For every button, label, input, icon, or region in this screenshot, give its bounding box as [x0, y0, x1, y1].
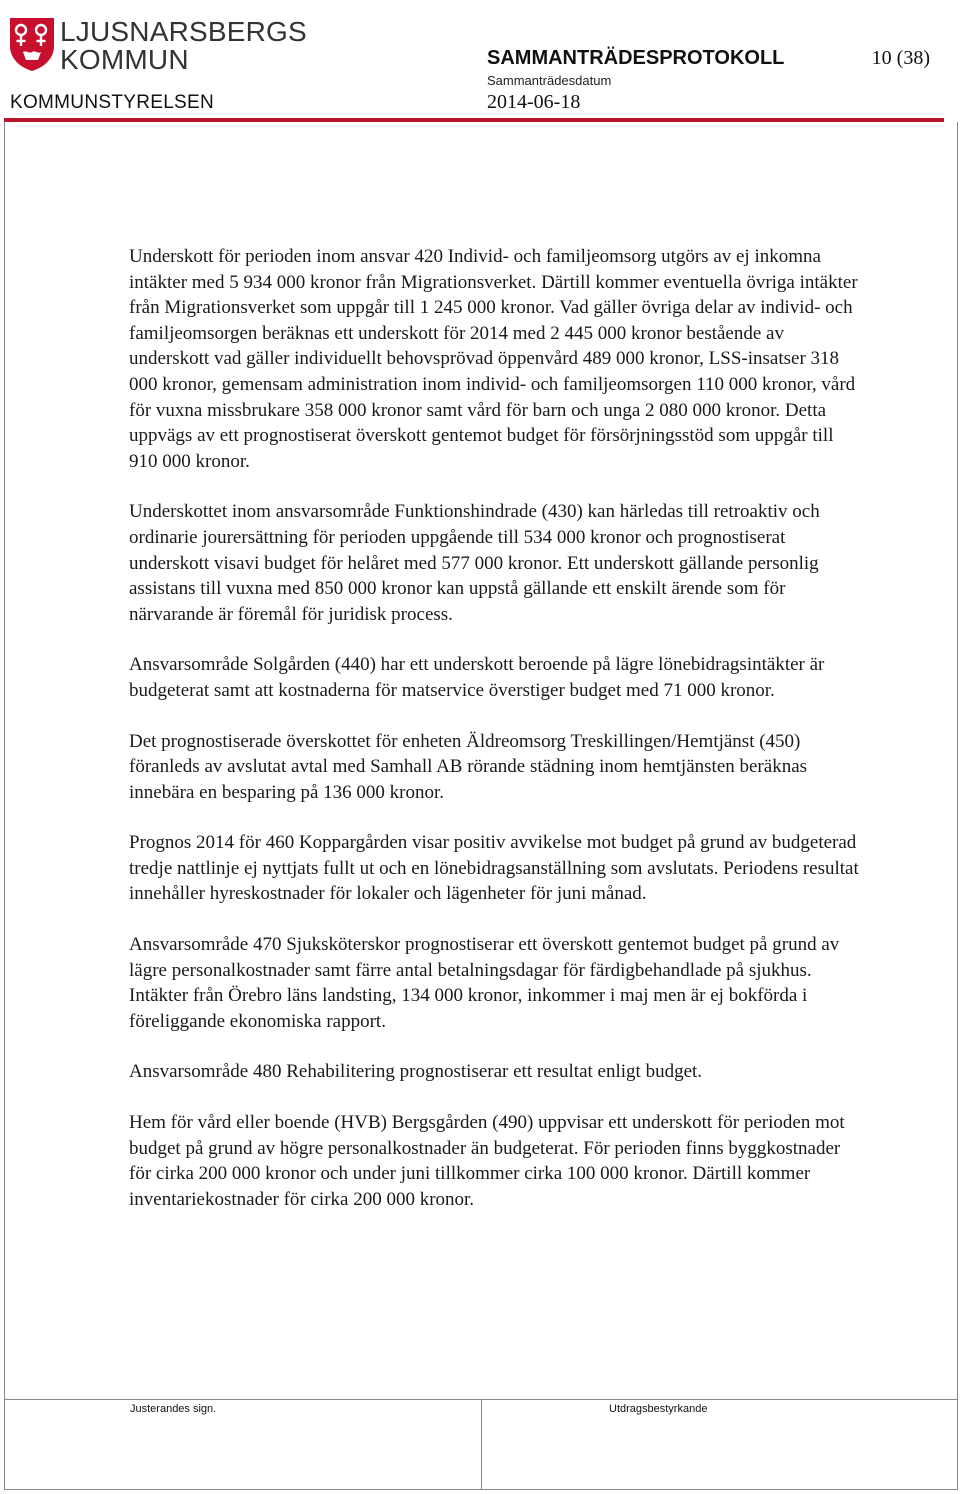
paragraph: Ansvarsområde 470 Sjuksköterskor prognostiserar ett överskott gentemot budget på grund av lägre personalkostnader samt färre antal betalningsdagar för färdigbehandlade på sjukhus. Intäkter från Örebro läns landsting, 134 000 kronor, inkommer i maj men är ej bokförda i föreliggande ekonomiska rapport.: [129, 934, 840, 1032]
footer-divider: [481, 1400, 482, 1490]
meeting-date-label: Sammanträdesdatum: [487, 73, 612, 88]
header-rule: [4, 118, 944, 122]
paragraph: Underskott för perioden inom ansvar 420 Individ- och familjeomsorg utgörs av ej inkomna intäkter med 5 934 000 kronor från Migrationsverket. Därtill kommer eventuella övriga intäkter från Migrationsverket som uppgår till 1 245 000 kronor. Vad gäller övriga delar av individ- och familjeomsorgen beräknas ett underskott för 2014 med 2 445 000 kronor bestående av underskott vad gäller individuellt behovsprövad öppenvård 489 000 kronor, LSS-insatser 318 000 kronor, gemensam administration inom individ- och familjeomsorgen 110 000 kronor, vård för vuxna missbrukare 358 000 kronor samt vård för barn och unga 2 080 000 kronor. Detta uppvägs av ett prognostiserat överskott gentemot budget för försörjningsstöd som uppgår till 910 000 kronor.: [129, 246, 858, 472]
signature-label: Justerandes sign.: [130, 1403, 217, 1415]
paragraph: Det prognostiserade överskottet för enheten Äldreomsorg Treskillingen/Hemtjänst (450) föranleds av avslutat avtal med Samhall AB rörande städning inom hemtjänsten beräknas innebära en besparing på 136 000 kronor.: [129, 730, 808, 803]
municipality-logo: [8, 16, 307, 75]
logo-text-line2: KOMMUN: [60, 44, 189, 75]
page-number: 10 (38): [871, 47, 930, 69]
paragraph: Underskottet inom ansvarsområde Funktionshindrade (430) kan härledas till retroaktiv och ordinarie jourersättning för perioden uppgående till 534 000 kronor och prognostiserat underskott visavi budget för helåret med 577 000 kronor. Ett underskott gällande personlig assistans till vuxna med 850 000 kronor kan uppstå gällande ett enskilt ärende som för närvarande är föremål för juridisk process.: [129, 501, 820, 625]
certification-label: Utdragsbestyrkande: [609, 1403, 708, 1415]
paragraph: Ansvarsområde 480 Rehabilitering prognostiserar ett resultat enligt budget.: [129, 1061, 703, 1083]
paragraph: Prognos 2014 för 460 Koppargården visar positiv avvikelse mot budget på grund av budgeterad tredje nattlinje ej nyttjats fullt ut och en lönebidragsanställning som avslutats. Periodens resultat innehåller hyreskostnader för lokaler och lägenheter för juni månad.: [129, 832, 859, 905]
department-name: KOMMUNSTYRELSEN: [10, 92, 215, 113]
coat-of-arms-icon: [8, 16, 56, 72]
paragraph: Ansvarsområde Solgården (440) har ett underskott beroende på lägre lönebidragsintäkter är budgeterat samt att kostnaderna för matservice överstiger budget med 71 000 kronor.: [129, 654, 825, 701]
document-type: SAMMANTRÄDESPROTOKOLL: [487, 47, 785, 69]
paragraph: Hem för vård eller boende (HVB) Bergsgården (490) uppvisar ett underskott för perioden mot budget på grund av högre personalkostnader än budgeterat. För perioden finns byggkostnader för cirka 200 000 kronor och under juni tillkommer cirka 100 000 kronor. Därtill kommer inventariekostnader för cirka 200 000 kronor.: [129, 1112, 845, 1210]
meeting-date: 2014-06-18: [487, 91, 581, 113]
protocol-body: [129, 244, 859, 1237]
logo-text-line1: LJUSNARSBERGS: [60, 16, 307, 47]
